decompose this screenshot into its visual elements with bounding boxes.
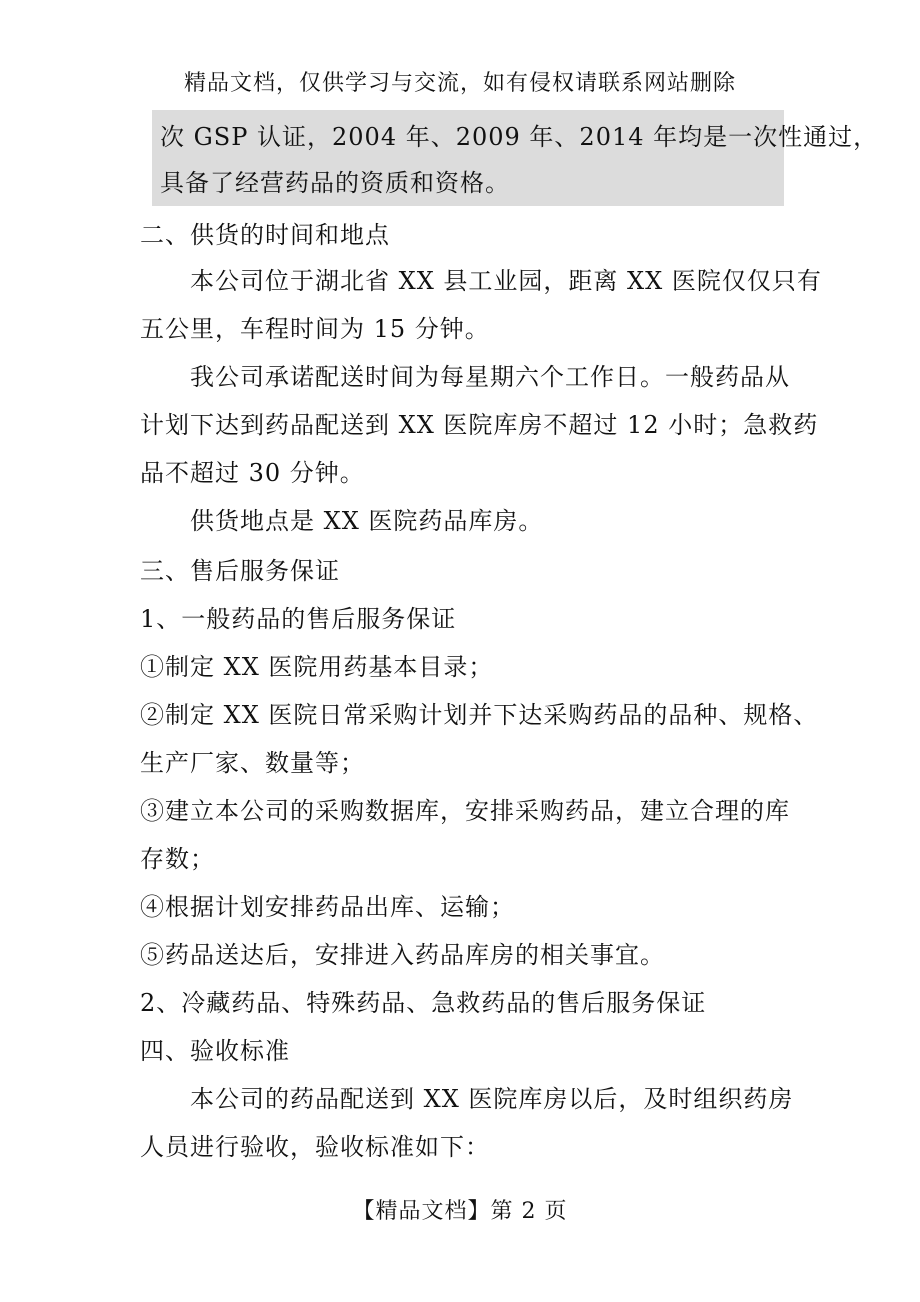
text-line: 供货地点是 XX 医院药品库房。 (190, 507, 544, 535)
section-heading: 四、验收标准 (140, 1037, 290, 1065)
text-line: 存数； (140, 845, 215, 873)
list-item: ③建立本公司的采购数据库，安排采购药品，建立合理的库 (140, 797, 790, 825)
list-item: ①制定 XX 医院用药基本目录； (140, 653, 494, 681)
text-line: 生产厂家、数量等； (140, 749, 365, 777)
page-header: 精品文档，仅供学习与交流，如有侵权请联系网站删除 (183, 71, 736, 96)
page-footer: 【精品文档】第 2 页 (352, 1199, 568, 1224)
text-line: 本公司的药品配送到 XX 医院库房以后，及时组织药房 (190, 1085, 794, 1113)
text-line: 次 GSP 认证，2004 年、2009 年、2014 年均是一次性通过， (160, 123, 879, 151)
section-heading: 三、售后服务保证 (140, 557, 340, 585)
text-line: 品不超过 30 分钟。 (140, 459, 365, 487)
text-line: 本公司位于湖北省 XX 县工业园，距离 XX 医院仅仅只有 (190, 267, 822, 295)
text-line: 我公司承诺配送时间为每星期六个工作日。一般药品从 (190, 363, 790, 391)
list-item: ②制定 XX 医院日常采购计划并下达采购药品的品种、规格、 (140, 701, 819, 729)
list-item: ⑤药品送达后，安排进入药品库房的相关事宜。 (140, 941, 665, 969)
text-line: 五公里，车程时间为 15 分钟。 (140, 315, 490, 343)
section-heading: 二、供货的时间和地点 (140, 221, 390, 249)
list-item: ④根据计划安排药品出库、运输； (140, 893, 515, 921)
text-line: 具备了经营药品的资质和资格。 (160, 169, 510, 197)
text-line: 计划下达到药品配送到 XX 医院库房不超过 12 小时；急救药 (140, 411, 819, 439)
subsection-heading: 2、冷藏药品、特殊药品、急救药品的售后服务保证 (140, 989, 707, 1017)
text-line: 人员进行验收，验收标准如下： (140, 1133, 490, 1161)
subsection-heading: 1、一般药品的售后服务保证 (140, 605, 457, 633)
